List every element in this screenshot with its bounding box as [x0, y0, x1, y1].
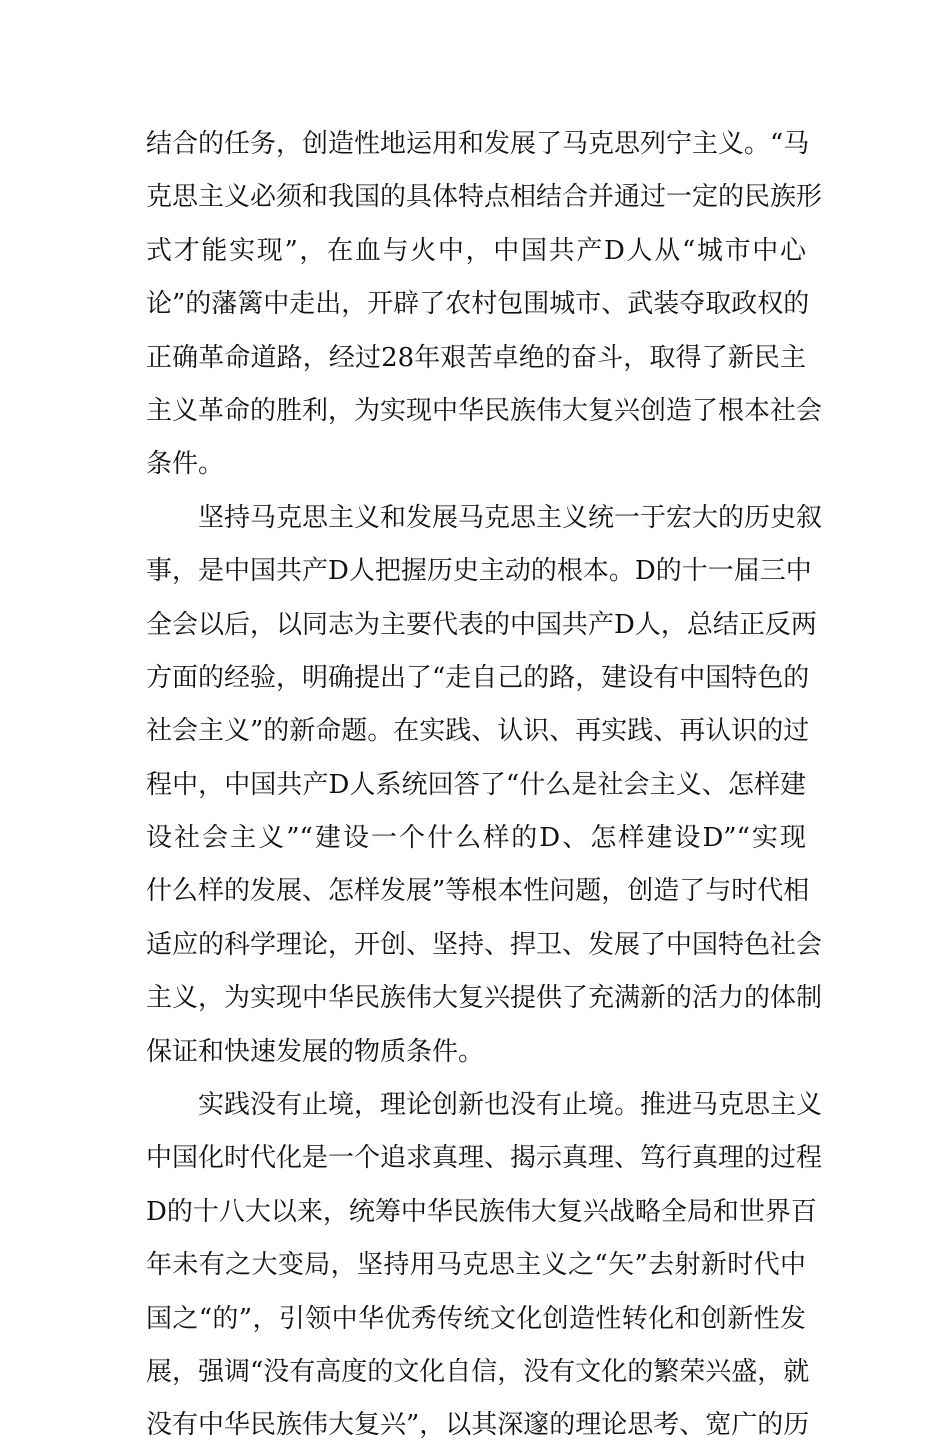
text-line: 中国化时代化是一个追求真理、揭示真理、笃行真理的过程 — [146, 1143, 823, 1174]
text-line: 社会主义”的新命题。在实践、认识、再实践、再认识的过 — [146, 716, 810, 747]
text-line: 主义，为实现中华民族伟大复兴提供了充满新的活力的体制 — [146, 983, 823, 1014]
text-line: 主义革命的胜利，为实现中华民族伟大复兴创造了根本社会 — [146, 395, 823, 426]
text-line: 事，是中国共产D人把握历史主动的根本。D的十一届三中 — [146, 556, 812, 587]
paragraph-start-line: 实践没有止境，理论创新也没有止境。推进马克思主义 — [198, 1090, 823, 1121]
body-text — [146, 118, 823, 1453]
text-line: 没有中华民族伟大复兴”，以其深邃的理论思考、宽广的历 — [146, 1410, 810, 1441]
text-line: 式才能实现”，在血与火中，中国共产D人从“城市中心 — [146, 235, 806, 266]
text-line: 保证和快速发展的物质条件。 — [146, 1036, 485, 1067]
text-line: 方面的经验，明确提出了“走自己的路，建设有中国特色的 — [146, 662, 810, 693]
text-line: D的十八大以来，统筹中华民族伟大复兴战略全局和世界百 — [146, 1196, 817, 1227]
text-line: 正确革命道路，经过28年艰苦卓绝的奋斗，取得了新民主 — [146, 342, 806, 373]
text-line: 设社会主义”“建设一个什么样的D、怎样建设D”“实现 — [146, 823, 806, 854]
text-line: 克思主义必须和我国的具体特点相结合并通过一定的民族形 — [146, 182, 823, 213]
text-line: 国之“的”，引领中华优秀传统文化创造性转化和创新性发 — [146, 1303, 806, 1334]
text-line: 适应的科学理论，开创、坚持、捍卫、发展了中国特色社会 — [146, 929, 823, 960]
text-line: 全会以后，以同志为主要代表的中国共产D人，总结正反两 — [146, 609, 817, 640]
text-line: 条件。 — [146, 449, 225, 480]
text-line: 年未有之大变局，坚持用马克思主义之“矢”去射新时代中 — [146, 1250, 806, 1281]
text-line: 结合的任务，创造性地运用和发展了马克思列宁主义。“马 — [146, 129, 810, 159]
paragraph-start-line: 坚持马克思主义和发展马克思主义统一于宏大的历史叙 — [198, 502, 823, 533]
text-line: 程中，中国共产D人系统回答了“什么是社会主义、怎样建 — [146, 769, 806, 800]
text-line: 什么样的发展、怎样发展”等根本性问题，创造了与时代相 — [146, 876, 810, 907]
text-line: 展，强调“没有高度的文化自信，没有文化的繁荣兴盛，就 — [146, 1356, 810, 1387]
text-line: 论”的藩篱中走出，开辟了农村包围城市、武装夺取政权的 — [146, 289, 810, 320]
